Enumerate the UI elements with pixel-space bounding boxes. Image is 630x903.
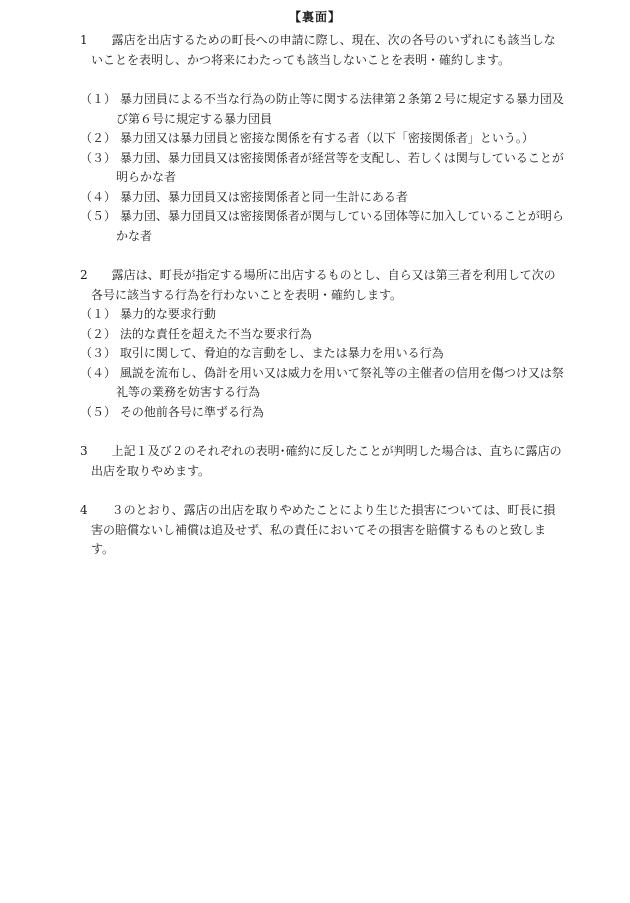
section-1 — [80, 31, 564, 70]
section-2-number: 2 — [80, 268, 88, 282]
item-label: （４） — [80, 365, 117, 380]
item-label: （４） — [80, 189, 117, 204]
section-4-number: 4 — [80, 503, 88, 517]
list-item — [80, 403, 564, 423]
item-label: （５） — [80, 209, 117, 223]
list-item — [80, 149, 564, 188]
item-text: 暴力的な要求行動 — [119, 307, 216, 321]
section-1-items — [80, 90, 564, 246]
list-item — [80, 344, 564, 364]
list-item — [80, 90, 564, 129]
item-text: 暴力団又は暴力団員と密接な関係を有する者（以下「密接関係者」という。） — [119, 131, 534, 145]
list-item — [80, 188, 564, 208]
item-text: 暴力団、暴力団員又は密接関係者が関与している団体等に加入していることが明らかな者 — [116, 209, 564, 243]
section-3-paragraph — [80, 442, 564, 481]
page-title: 【裏面】 — [288, 10, 341, 24]
item-text: 暴力団、暴力団員又は密接関係者が経営等を支配し、若しくは関与していることが明らかな者 — [116, 150, 564, 184]
section-4-paragraph — [80, 501, 564, 560]
section-1-text: 露店を出店するための町長への申請に際し、現在、次の各号のいずれにも該当しないことを表明し、かつ将来にわたっても該当しないことを表明・確約します。 — [91, 33, 556, 67]
item-label: （５） — [80, 404, 117, 419]
section-3 — [80, 442, 564, 481]
section-4 — [80, 501, 564, 560]
item-label: （２） — [80, 131, 117, 145]
item-text: 風説を流布し、偽計を用い又は威力を用いて祭礼等の主催者の信用を傷つけ又は祭礼等の業務を妨害する行為 — [116, 365, 564, 399]
item-text: その他前各号に準ずる行為 — [119, 404, 264, 419]
item-label: （３） — [80, 150, 117, 165]
item-label: （１） — [80, 307, 117, 321]
section-1-number: 1 — [80, 33, 88, 47]
list-item — [80, 129, 564, 149]
document-body — [80, 31, 564, 560]
section-3-text: 上記１及び２のそれぞれの表明･確約に反したことが判明した場合は、直ちに露店の出店を取りやめます。 — [91, 444, 562, 478]
item-label: （３） — [80, 346, 117, 360]
list-item — [80, 364, 564, 403]
section-4-text: ３のとおり、露店の出店を取りやめたことにより生じた損害については、町長に損害の賠償ないし補償は追及せず、私の責任においてその損害を賠償するものと致します。 — [91, 503, 556, 556]
section-1-paragraph — [80, 31, 564, 70]
list-item — [80, 325, 564, 345]
item-text: 暴力団員による不当な行為の防止等に関する法律第２条第２号に規定する暴力団及び第６号に規定する暴力団員 — [116, 92, 564, 126]
item-text: 法的な責任を超えた不当な要求行為 — [119, 326, 312, 341]
section-2-paragraph — [80, 266, 564, 305]
list-item — [80, 305, 564, 325]
section-2 — [80, 266, 564, 422]
item-text: 暴力団、暴力団員又は密接関係者と同一生計にある者 — [119, 189, 408, 204]
list-item — [80, 207, 564, 246]
section-2-text: 露店は、町長が指定する場所に出店するものとし、自ら又は第三者を利用して次の各号に該当する行為を行わないことを表明・確約します。 — [91, 268, 556, 302]
item-text: 取引に関して、脅迫的な言動をし、または暴力を用いる行為 — [119, 346, 444, 360]
section-3-number: 3 — [80, 444, 88, 458]
item-label: （１） — [80, 92, 117, 106]
item-label: （２） — [80, 326, 117, 341]
